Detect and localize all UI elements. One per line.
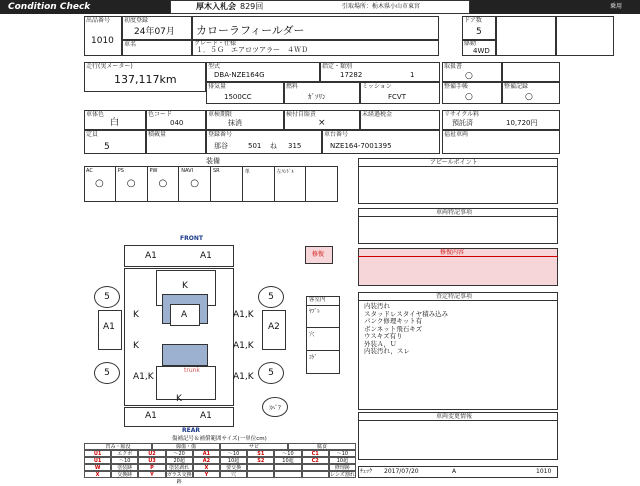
legend-grid	[84, 443, 356, 485]
color-label: 車体色	[86, 111, 105, 118]
plate-kana: ね	[270, 142, 277, 150]
equipment-item-label: 左ﾊﾝﾄﾞﾙ	[276, 169, 295, 175]
mark-hood: K	[182, 281, 188, 291]
mark-roof: A	[181, 310, 188, 320]
mark-left-fender: K	[133, 310, 139, 320]
repair-divider	[358, 256, 558, 257]
liability-value: ×	[318, 118, 326, 128]
manual-label: 取扱書	[444, 63, 463, 70]
legend-cell: U3	[138, 457, 165, 464]
equipment-item-value: ○	[95, 178, 104, 189]
trunk-label: trunk	[184, 367, 200, 374]
check-date: 2017/07/20	[384, 468, 419, 475]
inspector-note: 内装汚れ，スレ	[364, 347, 410, 355]
displacement-label: 排気量	[208, 83, 227, 90]
legend-cell	[247, 471, 274, 478]
car-rear-window	[162, 344, 208, 366]
legend-title: 傷補記号＆補償範囲サイズ(一単位cm)	[172, 436, 267, 442]
legend-cell: ガラス交換跡	[166, 472, 192, 485]
mark-right-quarter: A1,K	[233, 372, 254, 382]
plate-area: 那谷	[214, 142, 228, 150]
equipment-item	[116, 166, 148, 202]
special-title: 車両特記事項	[436, 209, 473, 216]
legend-cell: U1	[84, 457, 111, 464]
vehicle-name: カローラフィールダー	[196, 24, 305, 37]
legend-cell: 穴	[220, 471, 247, 478]
change-divider	[358, 420, 558, 421]
legend-header: 凹み・陥没	[84, 443, 152, 450]
mission-value: FCVT	[388, 93, 406, 101]
usage-type: 乗用	[610, 3, 623, 10]
legend-cell	[302, 464, 329, 471]
legend-cell: 10超	[274, 457, 301, 464]
record-label: 整備記録	[504, 83, 529, 90]
fuel-value: ｶﾞｿﾘﾝ	[308, 93, 326, 101]
mark-front-left: A1	[145, 251, 157, 261]
mark-left-door-edge: A1	[103, 322, 115, 332]
mission-label: ミッション	[362, 83, 392, 90]
legend-cell	[274, 471, 301, 478]
recycle-value: 10,720円	[506, 119, 538, 127]
capacity-label: 定員	[86, 131, 99, 138]
model-code-label: 型式	[208, 63, 221, 70]
check-label: ﾁｪｯｸ	[360, 468, 373, 475]
capacity-value: 5	[104, 142, 110, 152]
equipment-item	[275, 166, 307, 202]
legend-cell: ～10	[274, 450, 301, 457]
legend-cell: S2	[247, 457, 274, 464]
tax-label: 未経過税金	[362, 111, 393, 118]
rear-label: REAR	[182, 427, 200, 434]
chassis-label: 車台番号	[324, 131, 349, 138]
inspector-note: パンク修理キット有	[364, 317, 423, 325]
legend-cell: 10超	[329, 457, 356, 464]
mark-right-fender: A1,K	[233, 310, 254, 320]
equipment-item	[211, 166, 243, 202]
legend-cell: 要交換	[220, 464, 247, 471]
tire-rear-left: 5	[94, 362, 120, 384]
equipment-item-label: SR	[213, 168, 220, 174]
repair-swatch-label: 修復	[312, 251, 325, 258]
blank-cell-1	[496, 16, 556, 56]
equipment-item-value: ○	[158, 178, 168, 189]
mark-rear-right: A1	[200, 411, 212, 421]
lot-number: 1010	[91, 36, 114, 46]
mark-right-door-edge: A2	[268, 322, 280, 332]
model-code-value: DBA-NZE164G	[214, 71, 265, 79]
inspector-note: ウスキズ有り	[364, 332, 403, 340]
color-value: 白	[110, 118, 120, 128]
legend-header: サビ	[220, 443, 288, 450]
interior-item: ｺｹﾞ	[306, 351, 340, 374]
spec-value-1: 17282	[340, 71, 363, 79]
plate-number: 315	[288, 142, 302, 150]
mark-left-quarter: A1,K	[133, 372, 154, 382]
car-front-bumper	[124, 245, 234, 267]
legend-cell	[247, 464, 274, 471]
legend-cell: 塗装跡	[111, 464, 138, 471]
change-title: 車両変更情報	[436, 413, 473, 420]
mark-left-door: K	[133, 341, 139, 351]
auction-name: 厚木入札会	[196, 2, 236, 11]
interior-item: ﾔﾌﾞﾚ	[306, 305, 340, 328]
legend-cell	[274, 464, 301, 471]
legend-cell: 塗装剥れ	[166, 464, 193, 471]
legend-cell: P	[138, 464, 165, 471]
equipment-title: 装備	[206, 157, 220, 165]
equipment-item-label: AC	[86, 168, 93, 174]
blank-cell-3	[502, 62, 560, 82]
inspector-notes	[364, 303, 448, 356]
displacement-value: 1500CC	[224, 93, 252, 101]
welfare-label: 福祉車両	[444, 131, 469, 138]
legend-cell: X	[84, 471, 111, 478]
legend-cell: A2	[193, 457, 220, 464]
legend-cell: A1	[193, 450, 220, 457]
appeal-title: アピールポイント	[430, 159, 478, 166]
car-rear-bumper	[124, 407, 234, 427]
equipment-item	[243, 166, 275, 202]
evaluation-grade: A	[452, 468, 457, 475]
inspector-note: 内装汚れ	[364, 302, 390, 310]
legend-cell: X	[193, 464, 220, 471]
registration-label: 初度登録	[124, 17, 149, 24]
footer-lot-number: 1010	[536, 468, 552, 475]
legend-cell: W	[84, 464, 111, 471]
inspector-divider	[358, 300, 558, 301]
legend-header: 線傷・傷	[152, 443, 220, 450]
mark-trunk: K	[176, 394, 182, 404]
record-value: ○	[525, 92, 533, 102]
doors-label: ドア数	[464, 17, 482, 24]
mark-front-right: A1	[200, 251, 212, 261]
color-code-value: 040	[170, 119, 184, 127]
legend-cell: ～10	[220, 450, 247, 457]
doors-value: 5	[476, 27, 482, 37]
legend-cell: 20超	[166, 457, 193, 464]
mark-right-door: A1,K	[233, 341, 254, 351]
legend-cell: 交換跡	[111, 471, 138, 478]
recycle-status: 預託済	[452, 119, 473, 127]
inspector-note: スタッドレスタイヤ積み込み	[364, 309, 449, 318]
equipment-item-value: ○	[190, 178, 199, 189]
load-label: 積載量	[148, 131, 167, 138]
color-code-label: 色コード	[148, 111, 173, 118]
inspector-note: ボンネット飛石キズ	[364, 324, 423, 333]
equipment-item	[179, 166, 211, 202]
special-divider	[358, 216, 558, 217]
manual-value: ○	[465, 71, 473, 81]
legend-cell: U1	[84, 450, 111, 457]
inspector-title: 査定特記事項	[436, 293, 473, 300]
equipment-item	[148, 166, 180, 202]
equipment-item-value: ○	[126, 178, 136, 189]
plate-class: 501	[248, 142, 262, 150]
equipment-item-label: PW	[149, 168, 158, 174]
equipment-item-label: 革	[244, 169, 250, 175]
spare-tire-label: ｽﾍﾟｱ	[268, 404, 281, 412]
legend-cell: エクボ	[111, 450, 138, 457]
mark-rear-left: A1	[145, 411, 157, 421]
interior-item: 穴	[306, 328, 340, 351]
equipment-item-label: PS	[117, 168, 124, 174]
drive-label: 駆動	[464, 40, 477, 47]
legend-cell: Y	[138, 471, 165, 478]
grade-value: １．５Ｇ エアロツアラー ４ＷＤ	[196, 46, 308, 54]
legend-cell: ～10	[111, 457, 138, 464]
chassis-value: NZE164-7001395	[330, 142, 392, 150]
equipment-item	[84, 166, 116, 202]
maintenance-value: ○	[465, 92, 473, 102]
maintenance-label: 整備手帳	[444, 83, 469, 90]
legend-header: 腐食	[288, 443, 356, 450]
tire-front-right: 5	[258, 286, 284, 308]
liability-label: 検付自賠責	[286, 111, 317, 118]
legend-cell: C2	[302, 457, 329, 464]
repair-title: 修復内容	[440, 249, 465, 256]
auction-session: 829回	[240, 2, 264, 11]
blank-cell-2	[556, 16, 614, 56]
fuel-label: 燃料	[286, 83, 299, 90]
legend-cell: C1	[302, 450, 329, 457]
inspection-label: 車検期限	[208, 111, 233, 118]
interior-title: 客室内	[309, 297, 326, 303]
tire-rear-right: 5	[258, 362, 284, 384]
appeal-divider	[358, 166, 558, 167]
pickup-location: 引取場所：栃木県小山市東宮	[342, 3, 421, 10]
mileage-label: 走行(実メーター)	[86, 63, 133, 70]
registration-date: 24年07月	[134, 27, 175, 37]
spec-label: 指定・類別	[322, 63, 353, 70]
front-label: FRONT	[180, 235, 203, 242]
legend-cell: レンズ割れ	[330, 472, 355, 478]
mileage-value: 137,117km	[114, 73, 177, 86]
grade-label: グレード・仕様	[194, 40, 237, 47]
inspector-note: 外装Ａ，Ｕ	[364, 339, 397, 348]
legend-cell: ～10	[329, 450, 356, 457]
legend-cell: Y	[193, 471, 220, 478]
plate-label: 登録番号	[208, 131, 233, 138]
legend-cell: U2	[138, 450, 165, 457]
spec-value-2: 1	[410, 71, 415, 79]
inspection-value: 抹消	[228, 119, 242, 127]
equipment-item-label: NAVI	[181, 168, 193, 174]
vehicle-name-label: 車名	[124, 41, 137, 48]
equipment-row	[84, 166, 338, 202]
lot-label: 出品番号	[86, 17, 111, 24]
legend-cell: 修理跡	[329, 464, 356, 471]
drive-value: 4WD	[473, 47, 490, 55]
legend-cell: 10超	[220, 457, 247, 464]
legend-cell: S1	[247, 450, 274, 457]
sheet-title: Condition Check	[8, 2, 91, 12]
tire-front-left: 5	[94, 286, 120, 308]
legend-cell: ～20	[166, 450, 193, 457]
recycle-label: リサイクル料	[444, 111, 480, 118]
spare-tire-icon	[262, 397, 288, 417]
equipment-item	[306, 166, 338, 202]
legend-cell	[302, 471, 329, 478]
